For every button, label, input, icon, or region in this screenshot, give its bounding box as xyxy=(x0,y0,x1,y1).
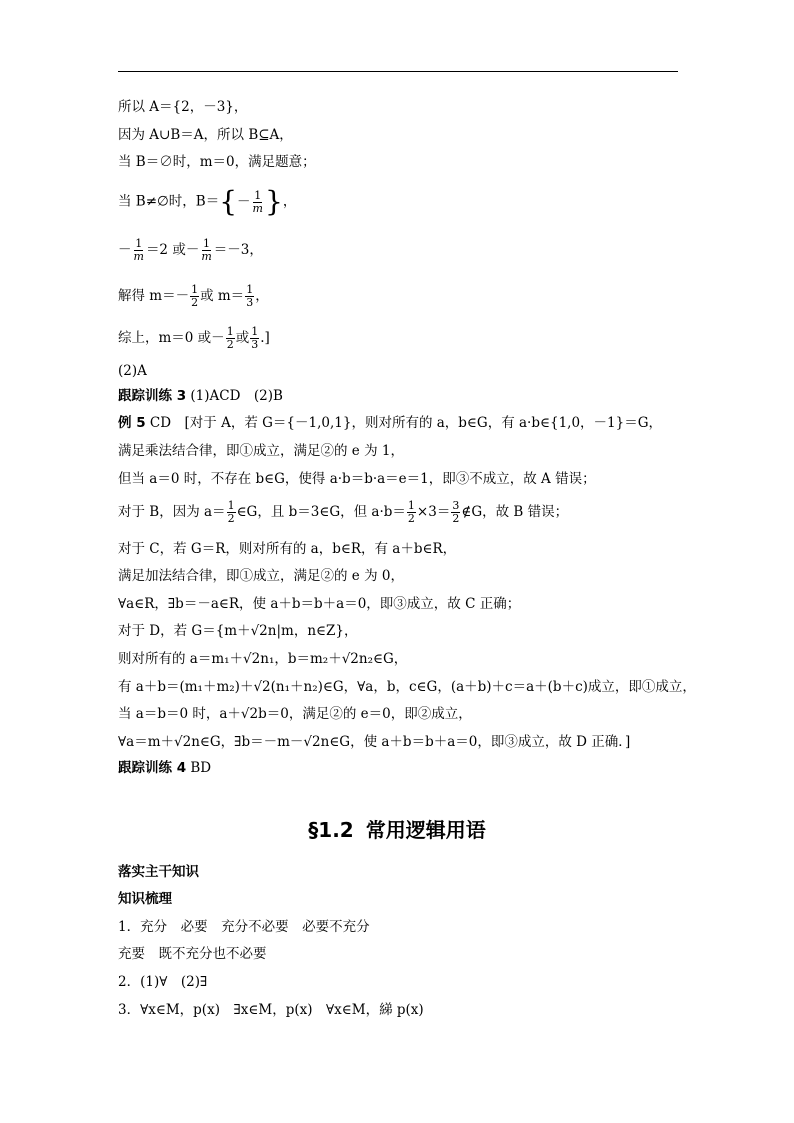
text-span: 或 m＝ xyxy=(200,288,245,304)
fraction xyxy=(252,190,264,215)
example-label: 例 5 xyxy=(118,415,146,431)
fraction-denominator: m xyxy=(252,201,263,215)
text-line: 因为 A∪B＝A，所以 B⊆A， xyxy=(118,127,293,143)
text-span: ＝2 或－ xyxy=(145,242,200,258)
fraction-denominator: 2 xyxy=(226,338,234,351)
text-line-training-4 xyxy=(118,760,211,776)
text-line: 满足加法结合律，即①成立，满足②的 e 为 0， xyxy=(118,568,404,584)
text-span: BD xyxy=(186,760,212,776)
fraction-numerator: 1 xyxy=(226,325,234,338)
text-line: 对于 C，若 G＝R，则对所有的 a，b∈R，有 a＋b∈R， xyxy=(118,541,457,557)
fraction-numerator: 1 xyxy=(251,325,259,338)
fraction xyxy=(245,284,254,309)
fraction-denominator: 2 xyxy=(227,512,235,525)
section-heading: 常用逻辑用语 xyxy=(365,818,486,842)
text-line-equation xyxy=(118,238,263,263)
text-span: (1)ACD (2)B xyxy=(186,388,283,404)
text-line: 但当 a＝0 时，不存在 b∈G，使得 a·b＝b·a＝e＝1，即③不成立，故 A 错误； xyxy=(118,471,596,487)
fraction xyxy=(133,238,145,263)
section-number: §1.2 xyxy=(308,818,354,842)
fraction-denominator: 2 xyxy=(191,296,199,309)
fraction-denominator: 2 xyxy=(407,512,415,525)
text-line: (2)A xyxy=(118,363,147,379)
training-label: 跟踪训练 4 xyxy=(118,760,187,776)
fraction xyxy=(226,326,235,351)
fraction-denominator: m xyxy=(133,250,144,263)
header-rule xyxy=(118,71,678,72)
text-line: 满足乘法结合律，即①成立，满足②的 e 为 1， xyxy=(118,443,404,459)
fraction-numerator: 1 xyxy=(246,283,254,296)
fraction-numerator: 1 xyxy=(407,499,415,512)
text-span: ∈G，且 b＝3∈G，但 a·b＝ xyxy=(236,504,406,520)
text-line: 充要 既不充分也不必要 xyxy=(118,946,267,962)
section-title xyxy=(0,814,794,843)
text-span: ， xyxy=(255,288,269,304)
text-span: － xyxy=(118,242,132,258)
text-line: 则对所有的 a＝m₁＋√2n₁，b＝m₂＋√2n₂∈G， xyxy=(118,651,408,667)
text-line: 2．(1)∀ (2)∃ xyxy=(118,974,208,990)
text-line: 所以 A＝{2，－3}， xyxy=(118,99,248,115)
fraction xyxy=(451,500,460,525)
text-line: 当 B＝∅时，m＝0，满足题意； xyxy=(118,154,316,170)
text-line: 当 a＝b＝0 时，a＋√2b＝0，满足②的 e＝0，即②成立， xyxy=(118,706,472,722)
fraction-numerator: 1 xyxy=(203,237,211,250)
text-line-summary xyxy=(118,326,270,351)
text-span: 对于 B，因为 a＝ xyxy=(118,504,226,520)
fraction xyxy=(227,500,236,525)
fraction-denominator: 3 xyxy=(246,296,254,309)
fraction xyxy=(250,326,259,351)
fraction-numerator: 3 xyxy=(452,499,460,512)
text-line-option-b xyxy=(118,500,568,525)
text-span: 解得 m＝－ xyxy=(118,288,190,304)
text-span: ×3＝ xyxy=(416,504,451,520)
subsection-heading: 落实主干知识 xyxy=(118,864,199,880)
text-line-example-5 xyxy=(118,415,662,431)
fraction xyxy=(190,284,199,309)
fraction xyxy=(407,500,416,525)
text-span: ∉G，故 B 错误； xyxy=(461,504,569,520)
text-span: 当 B≠∅时，B＝ xyxy=(118,193,220,210)
fraction-numerator: 1 xyxy=(191,283,199,296)
text-span: 或 xyxy=(235,330,250,346)
text-line-set-b xyxy=(118,185,297,218)
subsection-heading: 知识梳理 xyxy=(118,891,172,907)
text-span: － xyxy=(237,194,251,210)
text-line-training-3 xyxy=(118,388,283,404)
text-span: CD [对于 A，若 G＝{－1,0,1}，则对所有的 a，b∈G，有 a·b∈{1,0，－1}＝G， xyxy=(145,415,662,431)
fraction-numerator: 1 xyxy=(254,188,262,202)
fraction xyxy=(200,238,212,263)
fraction-denominator: 2 xyxy=(452,512,460,525)
training-label: 跟踪训练 3 xyxy=(118,388,187,404)
fraction-denominator: m xyxy=(201,250,212,263)
text-span: ＝－3， xyxy=(213,242,263,258)
text-line: ∀a∈R，∃b＝－a∈R，使 a＋b＝b＋a＝0，即③成立，故 C 正确； xyxy=(118,596,521,612)
text-line: 1．充分 必要 充分不必要 必要不充分 xyxy=(118,919,370,935)
text-line-solution xyxy=(118,284,269,309)
text-line: 对于 D，若 G＝{m＋√2n|m，n∈Z}， xyxy=(118,623,358,639)
text-line: 有 a＋b＝(m₁＋m₂)＋√2(n₁＋n₂)∈G，∀a，b，c∈G，(a＋b)＋c＝a＋(b＋c)成立，即①成立， xyxy=(118,679,696,695)
text-line: ∀a＝m＋√2n∈G，∃b＝－m－√2n∈G，使 a＋b＝b＋a＝0，即③成立，故 D 正确．] xyxy=(118,734,631,750)
fraction-denominator: 3 xyxy=(251,338,259,351)
set-brace: { － $\frac{1}{m}$ } xyxy=(219,185,283,218)
text-span: .] xyxy=(260,330,270,346)
text-span: 综上，m＝0 或－ xyxy=(118,330,225,346)
fraction-numerator: 1 xyxy=(227,499,235,512)
text-span: ， xyxy=(282,193,297,210)
text-line: 3．∀x∈M，p(x) ∃x∈M，p(x) ∀x∈M，綈 p(x) xyxy=(118,1002,424,1018)
fraction-numerator: 1 xyxy=(135,237,143,250)
